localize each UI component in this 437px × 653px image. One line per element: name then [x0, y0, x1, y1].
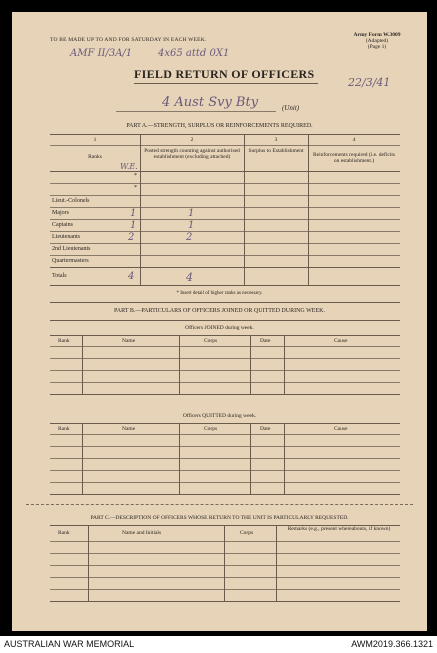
unit-label: (Unit) — [282, 104, 300, 112]
col-number-rule — [50, 145, 400, 146]
col-number-4: 4 — [352, 137, 356, 143]
part-c-col-name: Name and Initials — [122, 530, 162, 536]
posted-captains: 1 — [188, 220, 195, 231]
row-majors: Majors — [52, 210, 69, 216]
row-rule — [50, 183, 400, 184]
quitted-col-name: Name — [122, 426, 136, 432]
row-quartermasters: Quartermasters — [52, 258, 89, 264]
archive-footer — [0, 636, 437, 653]
col-number-1: 1 — [93, 137, 97, 143]
quitted-col-cause: Cause — [334, 426, 348, 432]
part-c-col-rank: Rank — [58, 530, 70, 536]
part-a-bottom-rule — [50, 302, 400, 303]
joined-col-cause: Cause — [334, 338, 348, 344]
joined-bottom-rule — [50, 394, 400, 395]
col-divider — [244, 134, 245, 285]
row-rule — [50, 577, 400, 578]
row-lieut-colonels: Lieut.-Colonels — [52, 198, 90, 204]
handwritten-note: 4x65 attd 0X1 — [158, 48, 230, 59]
col-divider — [140, 134, 141, 285]
joined-header-rule — [50, 335, 400, 336]
form-adapted: (Adapted) — [365, 38, 389, 44]
footer-institution: AUSTRALIAN WAR MEMORIAL — [4, 639, 135, 649]
part-b-heading: PART B.—PARTICULARS OF OFFICERS JOINED OR QUITTED DURING WEEK. — [114, 308, 325, 314]
part-c-heading: PART C.—DESCRIPTION OF OFFICERS WHOSE RETURN TO THE UNIT IS PARTICULARLY REQUESTED. — [90, 515, 349, 521]
row-totals: Totals — [52, 273, 67, 279]
totals-rule — [50, 285, 400, 286]
posted-lieutenants: 2 — [186, 232, 193, 243]
joined-col-rank: Rank — [58, 338, 70, 344]
footer-accession: AWM2019.366.1321 — [351, 639, 433, 649]
col-divider — [82, 423, 83, 494]
part-a-heading: PART A.—STRENGTH, SURPLUS OR REINFORCEMENTS REQUIRED. — [126, 123, 313, 129]
row-rule — [50, 482, 400, 483]
joined-heading: Officers JOINED during week. — [185, 325, 254, 331]
form-title: FIELD RETURN OF OFFICERS — [134, 67, 315, 81]
row-rule — [50, 255, 400, 256]
col-divider — [179, 335, 180, 394]
posted-majors: 1 — [188, 208, 195, 219]
handwritten-ref: AMF II/3A/1 — [70, 48, 133, 59]
part-c-col-remarks: Remarks (e.g., present whereabouts, if known) — [287, 526, 391, 532]
form-code: Army Form W.3009 — [353, 32, 401, 38]
row-asterisk-1: * — [134, 173, 137, 179]
row-rule — [50, 589, 400, 590]
row-rule — [50, 267, 400, 268]
quitted-col-rank: Rank — [58, 426, 70, 432]
row-rule — [50, 458, 400, 459]
row-rule — [50, 553, 400, 554]
col-header-surplus: Surplus to Establishment — [248, 148, 304, 154]
we-totals: 4 — [128, 271, 135, 282]
we-captains: 1 — [130, 220, 137, 231]
col-divider — [284, 423, 285, 494]
row-rule — [50, 370, 400, 371]
we-majors: 1 — [130, 208, 137, 219]
col-divider — [250, 423, 251, 494]
part-a-footnote: * Insert detail of higher ranks as necessary. — [176, 291, 263, 296]
col-divider — [284, 335, 285, 394]
col-divider — [276, 525, 277, 601]
row-rule — [50, 219, 400, 220]
joined-col-name: Name — [122, 338, 136, 344]
row-rule — [50, 541, 400, 542]
row-rule — [50, 346, 400, 347]
we-lieutenants: 2 — [128, 232, 135, 243]
title-underline — [134, 83, 318, 84]
handwritten-date: 22/3/41 — [348, 76, 391, 89]
form-page: (Page 1) — [367, 44, 387, 50]
posted-totals: 4 — [186, 271, 193, 284]
handwritten-unit: 4 Aust Svy Bty — [162, 95, 259, 110]
col-header-ranks: Ranks — [88, 154, 102, 160]
row-rule — [50, 565, 400, 566]
row-lieutenants: Lieutenants — [52, 234, 80, 240]
row-asterisk-2: * — [134, 185, 137, 191]
joined-col-corps: Corps — [204, 338, 218, 344]
row-rule — [50, 243, 400, 244]
col-divider — [224, 525, 225, 601]
row-rule — [50, 446, 400, 447]
row-captains: Captains — [52, 222, 73, 228]
quitted-col-date: Date — [260, 426, 271, 432]
col-header-rule — [50, 171, 400, 172]
part-b-top-rule — [50, 320, 400, 321]
col-divider — [179, 423, 180, 494]
col-divider — [308, 134, 309, 285]
col-divider — [88, 525, 89, 601]
joined-col-date: Date — [260, 338, 271, 344]
row-2nd-lieutenants: 2nd Lieutenants — [52, 246, 91, 252]
row-rule — [50, 231, 400, 232]
col-header-reinforcements: Reinforcements required (i.e. deficits on establishment.) — [312, 152, 395, 164]
col-divider — [82, 335, 83, 394]
col-divider — [250, 335, 251, 394]
handwritten-we: W.E. — [120, 162, 138, 171]
part-a-top-rule — [50, 134, 400, 135]
perforation-line — [26, 504, 413, 505]
form-code-block — [342, 32, 412, 50]
unit-line — [116, 111, 276, 112]
row-rule — [50, 382, 400, 383]
quitted-header-rule — [50, 423, 400, 424]
row-rule — [50, 195, 400, 196]
row-rule — [50, 434, 400, 435]
part-c-bottom-rule — [50, 601, 400, 602]
row-rule — [50, 470, 400, 471]
quitted-bottom-rule — [50, 494, 400, 495]
col-number-3: 3 — [274, 137, 278, 143]
row-rule — [50, 207, 400, 208]
quitted-heading: Officers QUITTED during week. — [182, 413, 257, 419]
form-sheet — [12, 12, 427, 631]
quitted-col-corps: Corps — [204, 426, 218, 432]
part-c-col-corps: Corps — [240, 530, 254, 536]
col-header-posted: Posted strength counting against authorised establishment (excluding attached) — [144, 148, 240, 160]
col-number-2: 2 — [190, 137, 194, 143]
row-rule — [50, 358, 400, 359]
top-instruction: TO BE MADE UP TO AND FOR SATURDAY IN EACH WEEK. — [50, 37, 207, 43]
